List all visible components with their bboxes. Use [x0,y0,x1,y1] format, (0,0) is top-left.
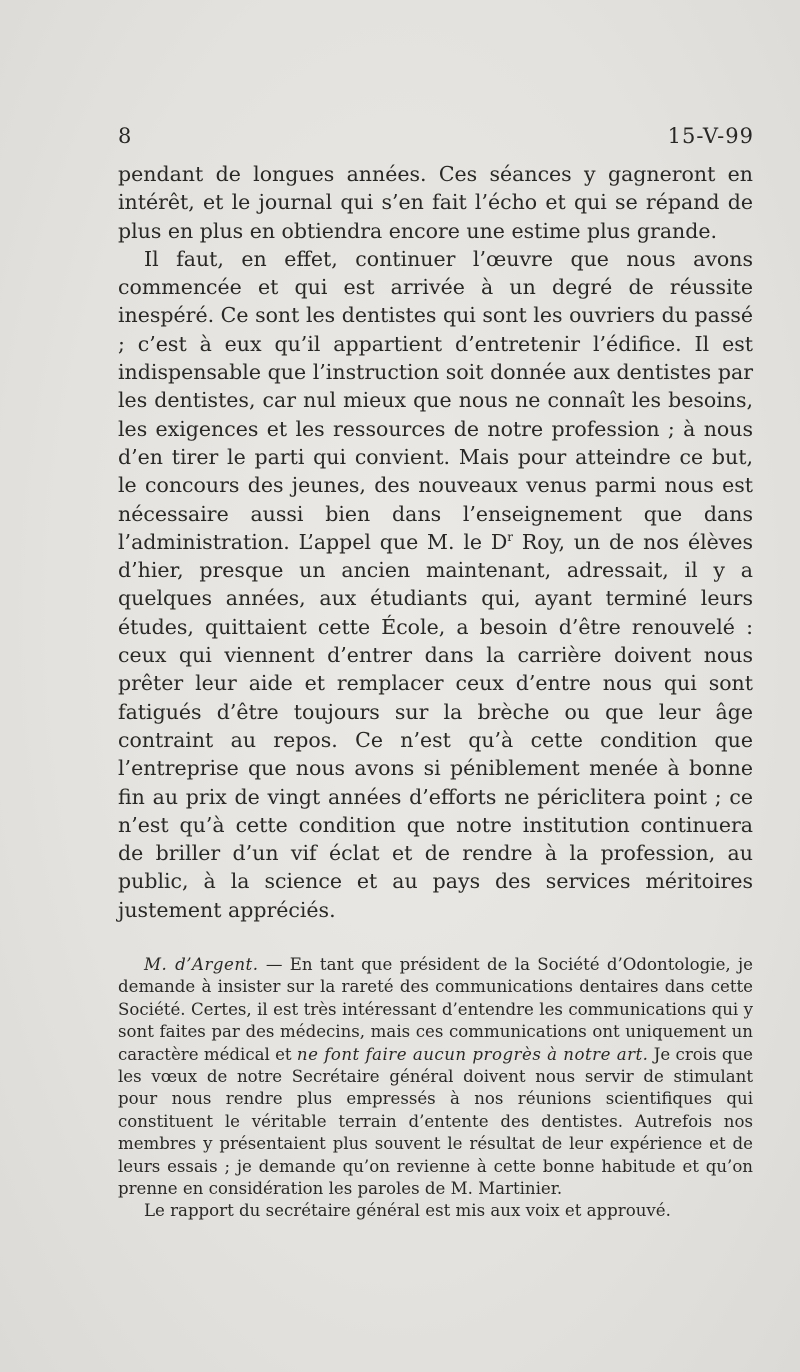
paragraph-2-part-2: Roy, un de nos élèves d’hier, presque un ancien maintenant, adressait, il y a quelques années, aux étudiants qui, ayant terminé leurs études, quittaient cette École, a besoin d’être renouvelé : ceux qui viennent d’entrer dans la carrière doivent nous prêter leur aide et remplacer ceux d’entre nous qui sont fatigués d’être toujours sur la brèche ou que leur âge contraint au repos. Ce n’est qu’à cette condition que l’entreprise que nous avons si péniblement menée à bonne fin au prix de vingt années d’efforts ne périclitera point ; ce n’est qu’à cette condition que notre institution continuera de briller d’un vif éclat et de rendre à la profession, au public, à la science et au pays des services méritoires justement appréciés. [118,529,753,922]
speech-text-2: Je crois que les vœux de notre Secrétaire général doivent nous servir de stimulant pour nous rendre plus empressés à nos réunions scientifiques qui constituent le véritable terrain d’entente des dentistes. Autrefois nos membres y présentaient plus souvent le résultat de leur expérience et de leurs essais ; je demande qu’on revienne à cette bonne habitude et qu’on prenne en considération les paroles de M. Martinier. [118,1044,753,1199]
doctor-title-superscript: r [507,530,514,545]
issue-date: 15-V-99 [667,124,754,148]
paragraph-2 [118,245,753,924]
main-text [118,160,753,924]
page-number: 8 [118,124,132,148]
speaker-name: M. d’Argent. [144,955,259,974]
discussion-section [118,954,753,1223]
closing-paragraph: Le rapport du secrétaire général est mis aux voix et approuvé. [144,1201,671,1221]
speech-text-1: — En tant que président de la Société d’Odontologie, je demande à insister sur la rareté des communications dentaires dans cette Société. Certes, il est très intéressant d’entendre les communications qui y sont faites par des médecins, mais ces communications ont uniquement un caractère médical et [118,955,753,1064]
paragraph-1: pendant de longues années. Ces séances y gagneront en intérêt, et le journal qui s’en fait l’écho et qui se répand de plus en plus en obtiendra encore une estime plus grande. [118,162,753,243]
page-header [118,124,754,154]
speaker-paragraph [118,954,753,1200]
speech-emphasis: ne font faire aucun progrès à notre art. [296,1044,649,1064]
paragraph-2-part-1: Il faut, en effet, continuer l’œuvre que nous avons commencée et qui est arrivée à un degré de réussite inespéré. Ce sont les dentistes qui sont les ouvriers du passé ; c’est à eux qu’il appartient d’entretenir l’édifice. Il est indispensable que l’instruction soit donnée aux dentistes par les dentistes, car nul mieux que nous ne connaît les besoins, les exigences et les ressources de notre profession ; à nous d’en tirer le parti qui convient. Mais pour atteindre ce but, le concours des jeunes, des nouveaux venus parmi nous est nécessaire aussi bien dans l’enseignement que dans l’administration. L’appel que M. le D [118,246,753,554]
